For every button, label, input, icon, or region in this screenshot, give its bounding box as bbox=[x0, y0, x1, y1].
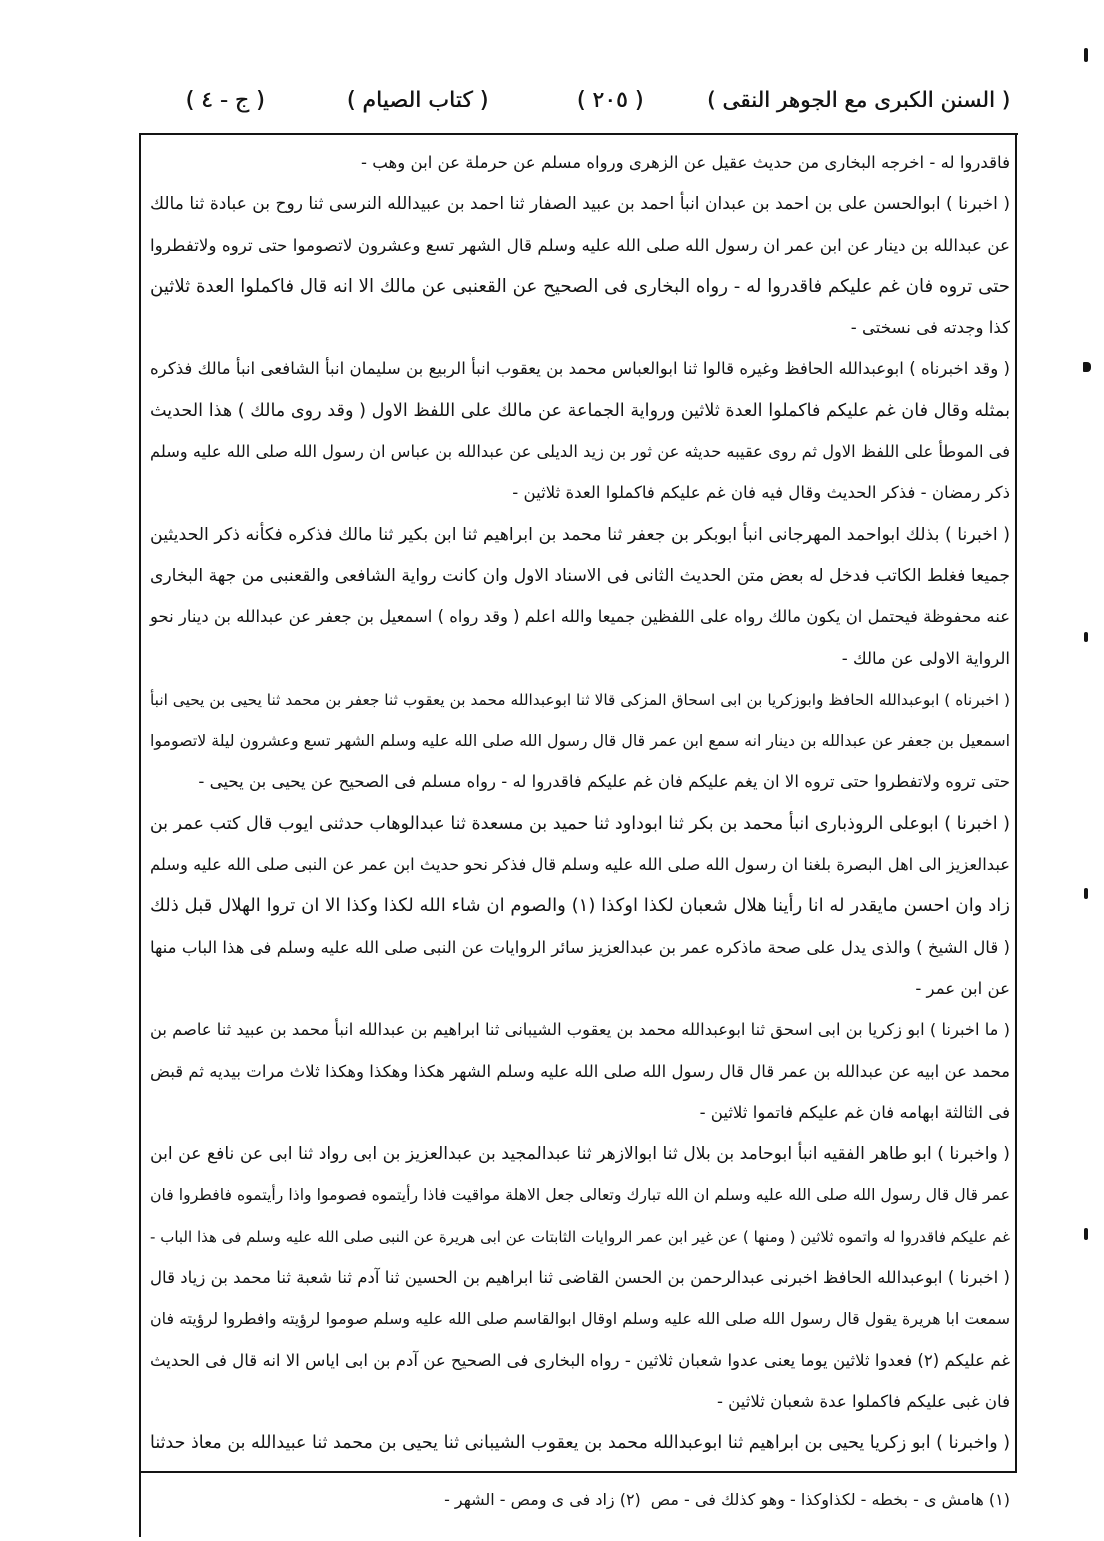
margin-mark bbox=[1084, 632, 1088, 642]
text-line-content: فى الثالثة ابهامه فان غم عليكم فاتموا ثلاثين - bbox=[699, 1102, 1010, 1122]
text-line-content: ( واخبرنا ) ابو طاهر الفقيه انبأ ابوحامد بن بلال ثنا ابوالازهر ثنا عبدالمجيد بن عبدالعزيز بن ابى رواد ثنا ابى عن نافع عن ابن bbox=[150, 1144, 1010, 1165]
text-line-content: عن ابن عمر - bbox=[915, 978, 1010, 998]
text-line-content: فى الموطأ على اللفظ الاول ثم روى عقيبه حديثه عن ثور بن زيد الديلى عن عبدالله بن عباس ان رسول الله صلى الله عليه وسلم bbox=[150, 442, 1010, 462]
book-title-text: ( السنن الكبرى مع الجوهر النقى ) bbox=[707, 88, 1010, 113]
text-line-content: ( اخبرنا ) ابوالحسن على بن احمد بن عبدان انبأ احمد بن عبيد الصفار ثنا احمد بن عبيدالله النرسى ثنا روح بن عبادة ثنا مالك bbox=[150, 194, 1010, 215]
text-line bbox=[148, 1174, 1010, 1215]
text-line bbox=[148, 927, 1010, 968]
text-line bbox=[148, 307, 1010, 348]
page-number bbox=[560, 82, 660, 120]
text-line bbox=[148, 679, 1010, 720]
text-line-content: الرواية الاولى عن مالك - bbox=[841, 648, 1010, 668]
footnote-2: (٢) زاد فى ى ومص - الشهر - bbox=[444, 1490, 641, 1509]
text-line bbox=[148, 555, 1010, 596]
text-line-content: بمثله وقال فان غم عليكم فاكملوا العدة ثلاثين ورواية الجماعة عن مالك على اللفظ الاول ( وقد روى مالك ) هذا الحديث bbox=[150, 400, 1010, 421]
text-line bbox=[148, 1133, 1010, 1174]
volume-number bbox=[175, 82, 275, 120]
text-line bbox=[148, 266, 1010, 307]
text-line-content: اسمعيل بن جعفر عن عبدالله بن دينار انه سمع ابن عمر قال قال رسول الله صلى الله عليه وسلم الشهر تسع وعشرون ليلة لاتصوموا bbox=[150, 731, 1010, 751]
chapter-title-text: ( كتاب الصيام ) bbox=[346, 88, 489, 113]
text-line-content: جميعا فغلط الكاتب فدخل له بعض متن الحديث الثانى فى الاسناد الاول وان كانت رواية الشافعى والقعنبى من جهة البخارى bbox=[150, 565, 1010, 586]
text-line-content: كذا وجدته فى نسختى - bbox=[850, 318, 1010, 338]
frame-rule-left bbox=[139, 133, 141, 1537]
text-line bbox=[148, 348, 1010, 389]
footnote-separator bbox=[140, 1471, 1017, 1473]
text-line bbox=[148, 1009, 1010, 1050]
page-number-text: ( ٢٠٥ ) bbox=[576, 88, 644, 113]
text-line-content: فاقدروا له - اخرجه البخارى من حديث عقيل عن الزهرى ورواه مسلم عن حرملة عن ابن وهب - bbox=[360, 153, 1010, 172]
text-line-content: عنه محفوظة فيحتمل ان يكون مالك رواه على اللفظين جميعا والله اعلم ( وقد رواه ) اسمعيل بن جعفر عن عبدالله بن دينار نحو bbox=[150, 607, 1010, 627]
text-line bbox=[148, 390, 1010, 431]
text-line bbox=[148, 142, 1010, 183]
volume-number-text: ( ج - ٤ ) bbox=[185, 88, 265, 113]
text-line-content: عمر قال قال رسول الله صلى الله عليه وسلم ان الله تبارك وتعالى جعل الاهلة مواقيت فاذا رأيتموه فصوموا واذا رأيتموه فافطروا فان bbox=[150, 1185, 1010, 1205]
text-line-content: ( اخبرناه ) ابوعبدالله الحافظ وابوزكريا بن ابى اسحاق المزكى قالا ثنا ابوعبدالله محمد بن يعقوب ثنا جعفر بن محمد ثنا يحيى بن يحيى انبأ bbox=[150, 690, 1010, 709]
text-line-content: عن عبدالله بن دينار عن ابن عمر ان رسول الله صلى الله عليه وسلم قال الشهر تسع وعشرون لاتصوموا حتى تروه ولاتفطروا bbox=[150, 234, 1010, 255]
text-line-content: سمعت ابا هريرة يقول قال رسول الله صلى الله عليه وسلم اوقال ابوالقاسم صلى الله عليه وسلم صوموا لرؤيته وافطروا لرؤيته فان bbox=[150, 1309, 1010, 1329]
text-line bbox=[148, 183, 1010, 224]
text-line-content: زاد وان احسن مايقدر له انا رأينا هلال شعبان لكذا اوكذا (١) والصوم ان شاء الله لكذا وكذا الا ان تروا الهلال قبل ذلك bbox=[150, 895, 1010, 917]
text-line bbox=[148, 1422, 1010, 1463]
main-text bbox=[148, 142, 1010, 1464]
text-line bbox=[148, 1381, 1010, 1422]
text-line bbox=[148, 1216, 1010, 1257]
text-line bbox=[148, 885, 1010, 926]
text-line-content: ( اخبرنا ) بذلك ابواحمد المهرجانى انبأ ابوبكر بن جعفر ثنا محمد بن ابراهيم ثنا ابن بكير ثنا مالك فذكره فكأنه ذكر الحديثين bbox=[150, 524, 1010, 545]
text-line-content: عبدالعزيز الى اهل البصرة بلغنا ان رسول الله صلى الله عليه وسلم قال فذكر نحو حديث ابن عمر عن النبى صلى الله عليه وسلم bbox=[150, 855, 1010, 875]
margin-mark bbox=[1083, 362, 1091, 372]
text-line-content: ( اخبرنا ) ابوعبدالله الحافظ اخبرنى عبدالرحمن بن الحسن القاضى ثنا ابراهيم بن الحسين ثنا آدم ثنا شعبة ثنا محمد بن زياد قال bbox=[150, 1268, 1010, 1288]
text-line bbox=[148, 1051, 1010, 1092]
text-line bbox=[148, 596, 1010, 637]
text-line-content: محمد عن ابيه عن عبدالله بن عمر قال قال رسول الله صلى الله عليه وسلم الشهر هكذا وهكذا وهكذا ثلاث مرات بيديه ثم قبض bbox=[150, 1061, 1010, 1081]
text-line bbox=[148, 720, 1010, 761]
frame-rule-top bbox=[140, 133, 1018, 135]
text-line bbox=[148, 844, 1010, 885]
text-line-content: غم عليكم فاقدروا له واتموه ثلاثين ( ومنها ) عن غير ابن عمر الروايات الثابتات عن ابى هريرة عن النبى صلى الله عليه وسلم فى هذا الباب - bbox=[150, 1227, 1010, 1246]
footnotes bbox=[148, 1484, 1010, 1516]
footnotes-content bbox=[444, 1484, 1010, 1516]
text-line-content: ذكر رمضان - فذكر الحديث وقال فيه فان غم عليكم فاكملوا العدة ثلاثين - bbox=[512, 483, 1010, 503]
margin-mark bbox=[1084, 888, 1088, 899]
text-line-content: ( واخبرنا ) ابو زكريا يحيى بن ابراهيم ثنا ابوعبدالله محمد بن يعقوب الشيبانى ثنا يحيى بن محمد ثنا عبيدالله بن معاذ حدثنا bbox=[150, 1433, 1010, 1454]
text-line bbox=[148, 1257, 1010, 1298]
text-line bbox=[148, 1092, 1010, 1133]
text-line-content: حتى تروه فان غم عليكم فاقدروا له - رواه البخارى فى الصحيح عن القعنبى عن مالك الا انه قال فاكملوا العدة ثلاثين bbox=[150, 275, 1010, 297]
text-line-content: فان غبى عليكم فاكملوا عدة شعبان ثلاثين - bbox=[716, 1391, 1010, 1411]
text-line-content: ( قال الشيخ ) والذى يدل على صحة ماذكره عمر بن عبدالعزيز سائر الروايات عن النبى صلى الله عليه وسلم فى هذا الباب منها bbox=[150, 937, 1010, 957]
chapter-title bbox=[335, 82, 500, 120]
text-line bbox=[148, 225, 1010, 266]
text-line bbox=[148, 431, 1010, 472]
margin-mark bbox=[1084, 48, 1088, 62]
text-line-content: غم عليكم (٢) فعدوا ثلاثين يوما يعنى عدوا شعبان ثلاثين - رواه البخارى فى الصحيح عن آدم بن ابى اياس الا انه قال فى الحديث bbox=[150, 1350, 1010, 1370]
text-line-content: ( اخبرنا ) ابوعلى الروذبارى انبأ محمد بن بكر ثنا ابوداود ثنا حميد بن مسعدة ثنا عبدالوهاب حدثنى ايوب قال كتب عمر بن bbox=[149, 813, 1010, 834]
margin-mark bbox=[1084, 1228, 1088, 1240]
text-line bbox=[148, 1340, 1010, 1381]
text-line bbox=[148, 1298, 1010, 1339]
text-line bbox=[148, 638, 1010, 679]
footnote-1: (١) هامش ى - بخطه - لكذاوكذا - وهو كذلك فى - مص bbox=[650, 1490, 1010, 1509]
text-line bbox=[148, 968, 1010, 1009]
text-line-content: ( ما اخبرنا ) ابو زكريا بن ابى اسحق ثنا ابوعبدالله محمد بن يعقوب الشيبانى ثنا ابراهيم بن عبدالله انبأ محمد بن عبيد ثنا عاصم بن bbox=[150, 1020, 1010, 1040]
book-title bbox=[705, 82, 1010, 120]
text-line-content: ( وقد اخبرناه ) ابوعبدالله الحافظ وغيره قالوا ثنا ابوالعباس محمد بن يعقوب انبأ الربيع بن سليمان انبأ الشافعى انبأ مالك فذكره bbox=[150, 359, 1010, 379]
text-line bbox=[148, 514, 1010, 555]
frame-rule-right bbox=[1015, 133, 1017, 1473]
text-line-content: حتى تروه ولاتفطروا حتى تروه الا ان يغم عليكم فان غم عليكم فاقدروا له - رواه مسلم فى الصحيح عن يحيى بن يحيى - bbox=[198, 772, 1010, 792]
text-line bbox=[148, 761, 1010, 802]
text-line bbox=[148, 803, 1010, 844]
text-line bbox=[148, 472, 1010, 513]
